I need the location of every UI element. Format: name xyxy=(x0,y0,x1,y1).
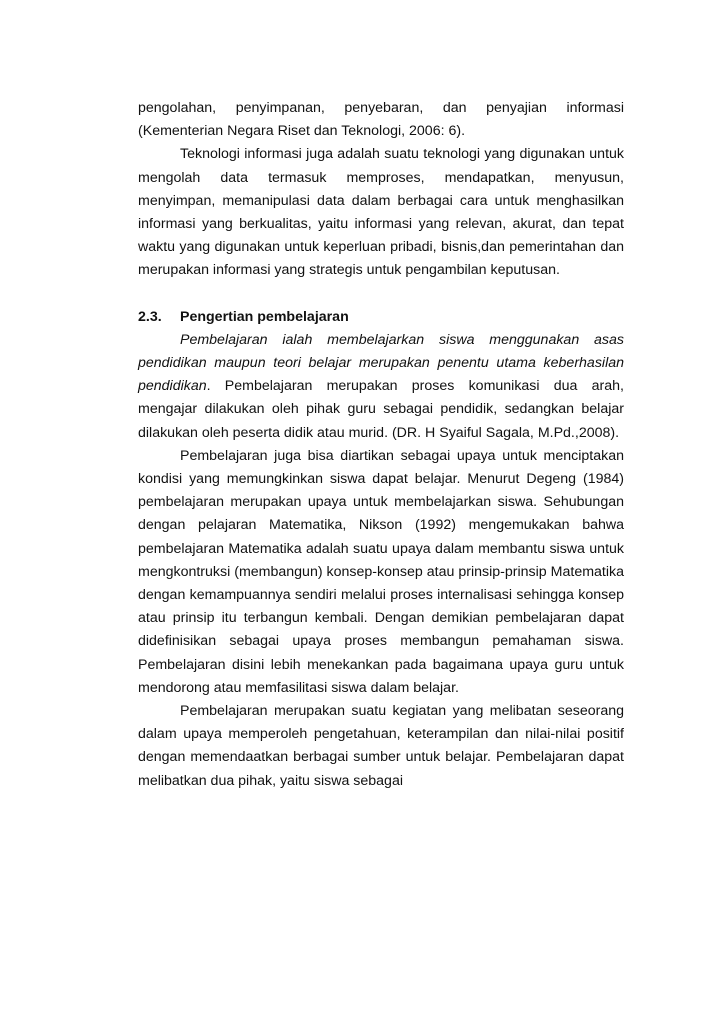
paragraph-kegiatan xyxy=(138,700,624,793)
paragraph: Teknologi informasi juga adalah suatu teknologi yang digunakan untuk mengolah data termasuk memproses, mendapatkan, menyusun, menyimpan, memanipulasi data dalam berbagai cara untuk menghasilkan informasi yang berkualitas, yaitu informasi yang relevan, akurat, dan tepat waktu yang digunakan untuk keperluan pribadi, bisnis,dan pemerintahan dan merupakan informasi yang strategis untuk pengambilan keputusan. xyxy=(138,146,624,279)
section-heading xyxy=(138,306,624,329)
italic-definition: Pembelajaran ialah membelajarkan siswa menggunakan asas pendidikan maupun teori belajar merupakan penentu utama keberhasilan pendidikan xyxy=(138,331,624,395)
section-number: 2.3. xyxy=(138,308,162,325)
paragraph: pengolahan, penyimpanan, penyebaran, dan penyajian informasi (Kementerian Negara Riset dan Teknologi, 2006: 6). xyxy=(138,100,624,140)
paragraph-continuation xyxy=(138,97,624,143)
section-title: Pengertian pembelajaran xyxy=(180,308,349,325)
paragraph-degeng-nikson xyxy=(138,445,624,700)
paragraph-teknologi-informasi xyxy=(138,143,624,282)
section-gap xyxy=(138,283,624,306)
paragraph: Pembelajaran juga bisa diartikan sebagai upaya untuk menciptakan kondisi yang memungkinkan siswa dapat belajar. Menurut Degeng (1984) pembelajaran merupakan upaya untuk membelajarkan siswa. Sehubungan dengan pelajaran Matematika, Nikson (1992) mengemukakan bahwa pembelajaran Matematika adalah suatu upaya dalam membantu siswa untuk mengkontruksi (membangun) konsep-konsep atau prinsip-prinsip Matematika dengan kemampuannya sendiri melalui proses internalisasi sehingga konsep atau prinsip itu terbangun kembali. Dengan demikian pembelajaran dapat didefinisikan sebagai upaya proses membangun pemahaman siswa. Pembelajaran disini lebih menekankan pada bagaimana upaya guru untuk mendorong atau memfasilitasi siswa dalam belajar. xyxy=(138,447,624,696)
paragraph: Pembelajaran merupakan suatu kegiatan yang melibatan seseorang dalam upaya memperoleh pengetahuan, keterampilan dan nilai-nilai positif dengan memendaatkan berbagai sumber untuk belajar. Pembelajaran dapat melibatkan dua pihak, yaitu siswa sebagai xyxy=(138,703,624,789)
paragraph-definition xyxy=(138,329,624,445)
paragraph xyxy=(138,329,624,445)
definition-rest: . Pembelajaran merupakan proses komunikasi dua arah, mengajar dilakukan oleh pihak guru sebagai pendidik, sedangkan belajar dilakukan oleh peserta didik atau murid. (DR. H Syaiful Sagala, M.Pd.,2008). xyxy=(138,378,624,441)
